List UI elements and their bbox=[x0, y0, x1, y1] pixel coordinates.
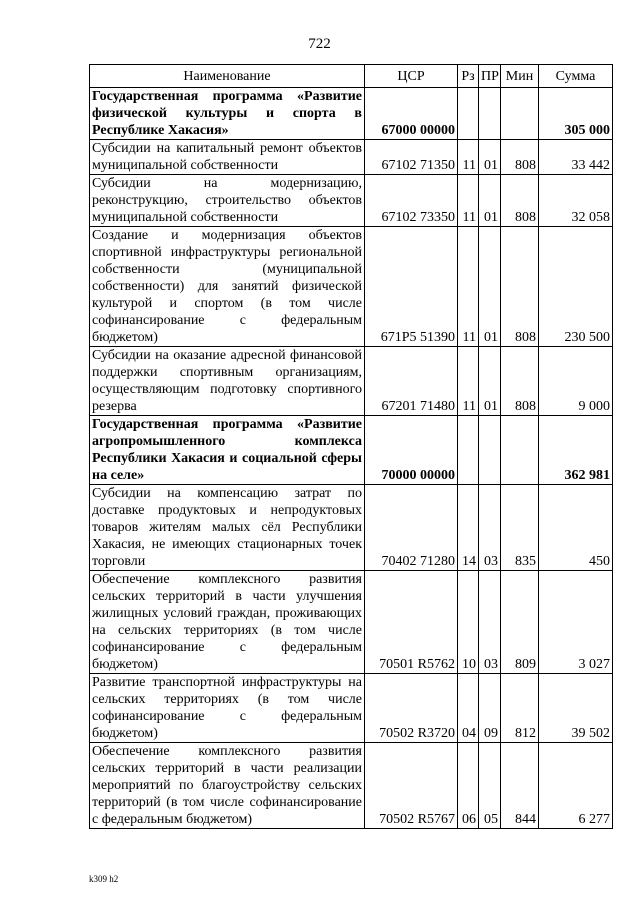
row-rz: 11 bbox=[458, 140, 479, 175]
row-name: Государственная программа «Развитие агропромышленного комплекса Республики Хакасия и социальной сферы на селе» bbox=[90, 416, 365, 485]
table-row bbox=[90, 674, 613, 743]
row-min: 808 bbox=[501, 175, 539, 227]
row-csr: 70502 R5767 bbox=[365, 743, 458, 829]
header-name: Наименование bbox=[90, 65, 365, 88]
header-csr: ЦСР bbox=[365, 65, 458, 88]
row-min bbox=[501, 88, 539, 140]
row-min: 835 bbox=[501, 485, 539, 571]
header-sum: Сумма bbox=[539, 65, 613, 88]
row-csr: 67000 00000 bbox=[365, 88, 458, 140]
table-row bbox=[90, 743, 613, 829]
row-pr bbox=[479, 416, 501, 485]
row-name: Государственная программа «Развитие физической культуры и спорта в Республике Хакасия» bbox=[90, 88, 365, 140]
row-min: 812 bbox=[501, 674, 539, 743]
row-csr: 70502 R3720 bbox=[365, 674, 458, 743]
row-rz: 11 bbox=[458, 347, 479, 416]
row-sum: 305 000 bbox=[539, 88, 613, 140]
row-csr: 67102 71350 bbox=[365, 140, 458, 175]
table-row bbox=[90, 485, 613, 571]
row-sum: 3 027 bbox=[539, 571, 613, 674]
row-sum: 362 981 bbox=[539, 416, 613, 485]
row-pr: 01 bbox=[479, 175, 501, 227]
row-sum: 230 500 bbox=[539, 227, 613, 347]
row-csr: 70000 00000 bbox=[365, 416, 458, 485]
page-number: 722 bbox=[308, 36, 331, 52]
row-sum: 9 000 bbox=[539, 347, 613, 416]
row-pr: 01 bbox=[479, 140, 501, 175]
row-name: Субсидии на капитальный ремонт объектов муниципальной собственности bbox=[90, 140, 365, 175]
table-row bbox=[90, 347, 613, 416]
row-min: 808 bbox=[501, 140, 539, 175]
row-min: 808 bbox=[501, 347, 539, 416]
row-name: Субсидии на оказание адресной финансовой поддержки спортивным организациям, осуществляющим подготовку спортивного резерва bbox=[90, 347, 365, 416]
row-csr: 70402 71280 bbox=[365, 485, 458, 571]
footer-code: k309 h2 bbox=[89, 874, 119, 884]
row-min: 808 bbox=[501, 227, 539, 347]
row-rz: 06 bbox=[458, 743, 479, 829]
row-csr: 671P5 51390 bbox=[365, 227, 458, 347]
row-pr: 09 bbox=[479, 674, 501, 743]
row-name: Развитие транспортной инфраструктуры на сельских территориях (в том числе софинансирование с федеральным бюджетом) bbox=[90, 674, 365, 743]
row-name: Создание и модернизация объектов спортивной инфраструктуры региональной собственности (муниципальной собственности) для занятий физической культурой и спортом (в том числе софинансирование с федеральным бюджетом) bbox=[90, 227, 365, 347]
row-sum: 32 058 bbox=[539, 175, 613, 227]
row-name: Субсидии на модернизацию, реконструкцию, строительство объектов муниципальной собственности bbox=[90, 175, 365, 227]
table-row bbox=[90, 227, 613, 347]
table-row bbox=[90, 175, 613, 227]
table-header-row bbox=[90, 65, 613, 88]
row-pr bbox=[479, 88, 501, 140]
row-name: Обеспечение комплексного развития сельских территорий в части улучшения жилищных условий граждан, проживающих на сельских территориях (в том числе софинансирование с федеральным бюджетом) bbox=[90, 571, 365, 674]
row-pr: 01 bbox=[479, 347, 501, 416]
row-min: 844 bbox=[501, 743, 539, 829]
table-row bbox=[90, 571, 613, 674]
header-min: Мин bbox=[501, 65, 539, 88]
header-pr: ПР bbox=[479, 65, 501, 88]
row-rz: 14 bbox=[458, 485, 479, 571]
row-sum: 6 277 bbox=[539, 743, 613, 829]
row-sum: 33 442 bbox=[539, 140, 613, 175]
row-name: Субсидии на компенсацию затрат по доставке продуктовых и непродуктовых товаров жителям малых сёл Республики Хакасия, не имеющих стационарных точек торговли bbox=[90, 485, 365, 571]
row-csr: 67201 71480 bbox=[365, 347, 458, 416]
row-csr: 70501 R5762 bbox=[365, 571, 458, 674]
row-min: 809 bbox=[501, 571, 539, 674]
row-pr: 01 bbox=[479, 227, 501, 347]
row-pr: 03 bbox=[479, 485, 501, 571]
row-sum: 450 bbox=[539, 485, 613, 571]
row-pr: 05 bbox=[479, 743, 501, 829]
row-min bbox=[501, 416, 539, 485]
row-rz: 10 bbox=[458, 571, 479, 674]
row-rz: 11 bbox=[458, 227, 479, 347]
row-rz: 04 bbox=[458, 674, 479, 743]
table-row bbox=[90, 416, 613, 485]
row-csr: 67102 73350 bbox=[365, 175, 458, 227]
row-rz: 11 bbox=[458, 175, 479, 227]
budget-table bbox=[89, 64, 613, 829]
table-row bbox=[90, 88, 613, 140]
table-row bbox=[90, 140, 613, 175]
header-rz: Рз bbox=[458, 65, 479, 88]
row-name: Обеспечение комплексного развития сельских территорий в части реализации мероприятий по благоустройству сельских территорий (в том числе софинансирование с федеральным бюджетом) bbox=[90, 743, 365, 829]
row-rz bbox=[458, 88, 479, 140]
row-pr: 03 bbox=[479, 571, 501, 674]
row-sum: 39 502 bbox=[539, 674, 613, 743]
row-rz bbox=[458, 416, 479, 485]
